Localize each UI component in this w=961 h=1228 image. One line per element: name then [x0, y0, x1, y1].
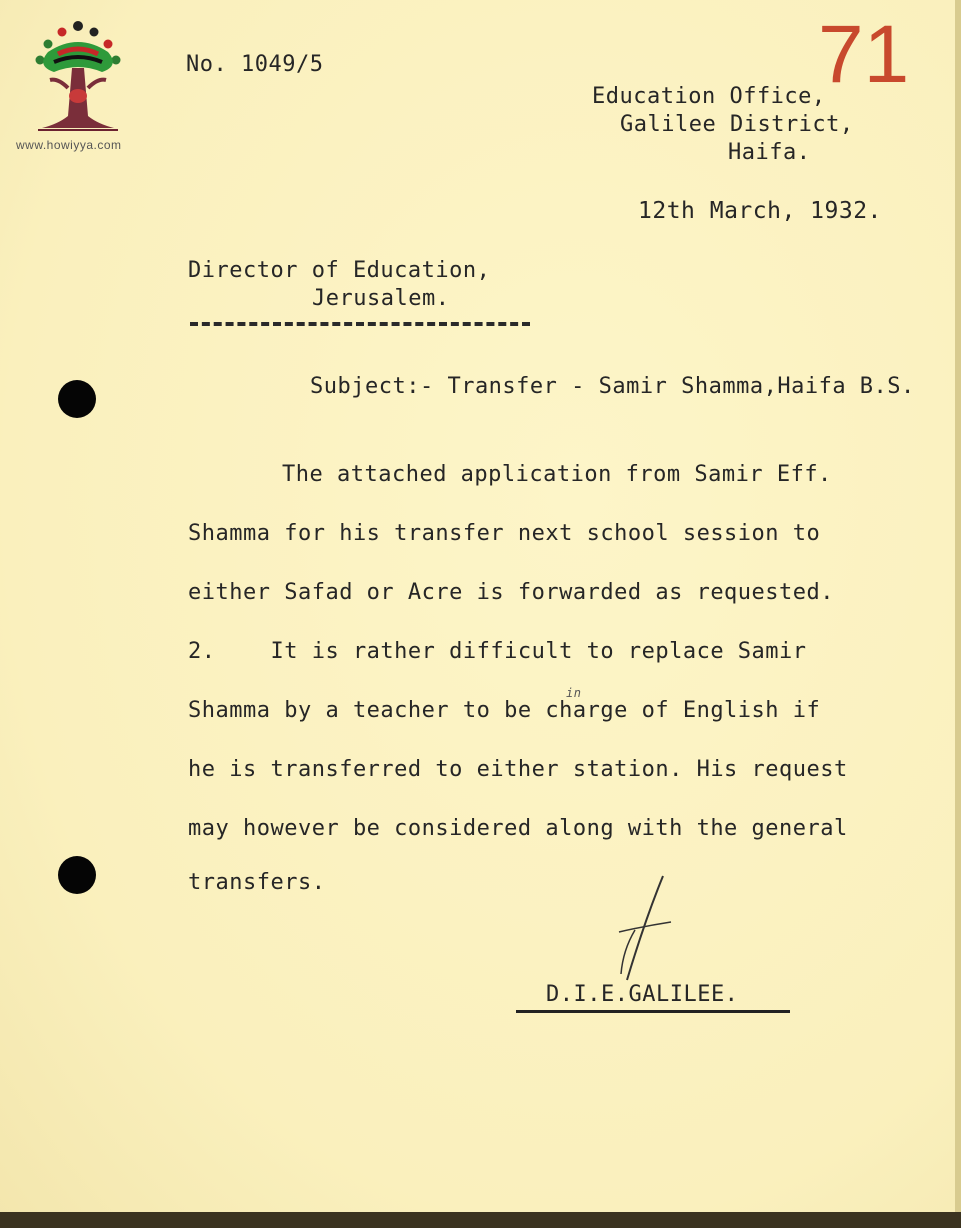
body-line: Shamma by a teacher to be charge of English if	[188, 698, 821, 723]
body-line: The attached application from Samir Eff.	[282, 462, 832, 487]
scan-border	[0, 1212, 961, 1228]
signature-underline	[516, 1010, 790, 1013]
reference-number: No. 1049/5	[186, 52, 324, 77]
recipient-line: Jerusalem.	[312, 286, 450, 311]
sender-address-line: Education Office,	[592, 84, 826, 109]
body-line: 2. It is rather difficult to replace Samir	[188, 639, 807, 664]
letter-date: 12th March, 1932.	[638, 198, 882, 224]
page-edge	[955, 0, 961, 1228]
sender-address-line: Haifa.	[728, 140, 811, 165]
handwritten-insert: in	[566, 686, 582, 700]
punch-hole-top	[58, 380, 96, 418]
recipient-line: Director of Education,	[188, 258, 491, 283]
folio-number: 71	[818, 9, 910, 100]
dashed-underline	[190, 322, 530, 326]
body-line: may however be considered along with the general	[188, 816, 848, 841]
body-line: Shamma for his transfer next school session to	[188, 521, 821, 546]
body-line: transfers.	[188, 870, 326, 895]
body-line: either Safad or Acre is forwarded as requested.	[188, 580, 835, 605]
logo-url: www.howiyya.com	[16, 138, 122, 152]
howiyya-logo-icon	[28, 18, 128, 138]
punch-hole-bottom	[58, 856, 96, 894]
signature-block: D.I.E.GALILEE.	[546, 982, 739, 1007]
subject-line: Subject:- Transfer - Samir Shamma,Haifa B.S.	[310, 374, 915, 399]
sender-address-line: Galilee District,	[620, 112, 854, 137]
handwritten-signature	[605, 870, 685, 990]
body-line: he is transferred to either station. His request	[188, 757, 848, 782]
